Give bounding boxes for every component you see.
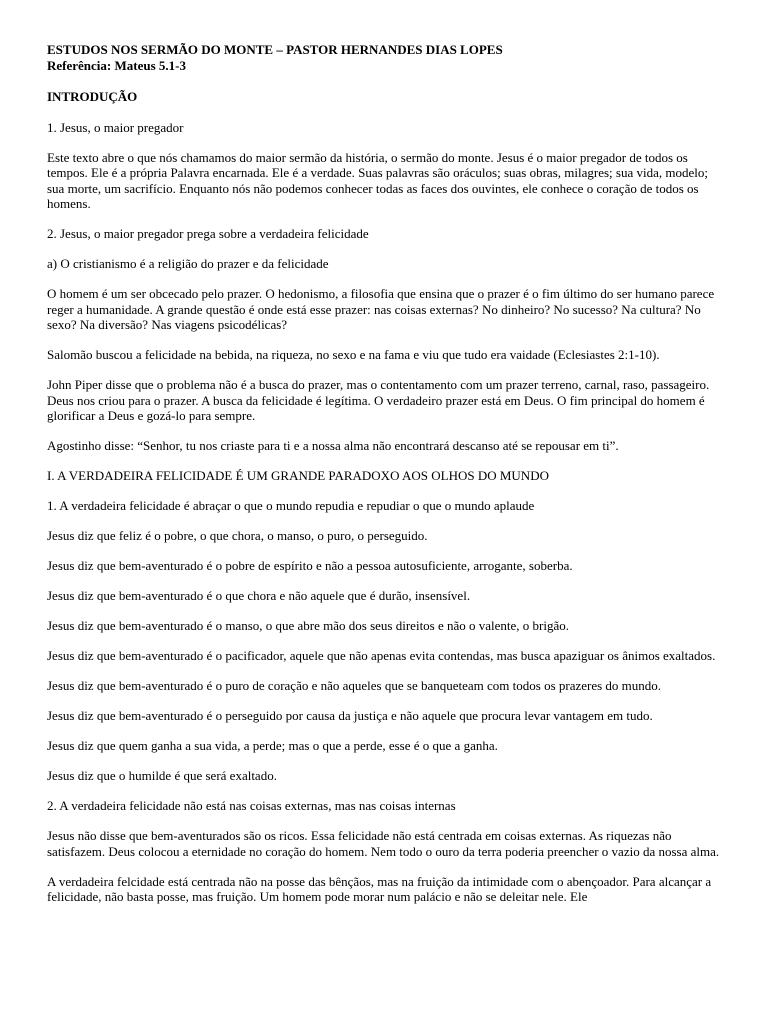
paragraph: Jesus diz que feliz é o pobre, o que chora, o manso, o puro, o perseguido. — [47, 528, 428, 543]
paragraph: Salomão buscou a felicidade na bebida, na riqueza, no sexo e na fama e viu que tudo era vaidade (Eclesiastes 2:1-10). — [47, 347, 660, 362]
paragraph: Jesus diz que bem-aventurado é o pobre de espírito e não a pessoa autosuficiente, arrogante, soberba. — [47, 558, 573, 573]
section-heading-paradoxo: I. A VERDADEIRA FELICIDADE É UM GRANDE PARADOXO AOS OLHOS DO MUNDO — [47, 468, 549, 483]
subheading-cristianismo: a) O cristianismo é a religião do prazer e da felicidade — [47, 256, 329, 271]
paragraph: Jesus diz que bem-aventurado é o manso, o que abre mão dos seus direitos e não o valente, o brigão. — [47, 618, 570, 633]
subheading-coisas-internas: 2. A verdadeira felicidade não está nas coisas externas, mas nas coisas internas — [47, 798, 456, 813]
paragraph: John Piper disse que o problema não é a busca do prazer, mas o contentamento com um prazer terreno, carnal, raso, passageiro. Deus nos criou para o prazer. A busca da felicidade é legítima. O verdadeiro prazer está em Deus. O fim principal do homem é glorificar a Deus e gozá-lo para sempre. — [47, 377, 710, 423]
paragraph: A verdadeira felcidade está centrada não na posse das bênçãos, mas na fruição da intimidade com o abençoador. Para alcançar a felicidade, não basta posse, mas fruição. Um homem pode morar num palácio e não se deleitar nele. Ele — [47, 873, 712, 904]
subheading-abracar: 1. A verdadeira felicidade é abraçar o que o mundo repudia e repudiar o que o mundo aplaude — [47, 498, 535, 513]
document-title: ESTUDOS NOS SERMÃO DO MONTE – PASTOR HERNANDES DIAS LOPES — [47, 42, 503, 57]
paragraph: Jesus não disse que bem-aventurados são os ricos. Essa felicidade não está centrada em coisas externas. As riquezas não satisfazem. Deus colocou a eternidade no coração do homem. Nem todo o ouro da terra poderia preencher o vazio da nossa alma. — [47, 828, 720, 859]
subheading-maior-pregador: 1. Jesus, o maior pregador — [47, 119, 184, 135]
paragraph: Jesus diz que bem-aventurado é o perseguido por causa da justiça e não aquele que procura levar vantagem em tudo. — [47, 708, 653, 723]
subheading-verdadeira-felicidade: 2. Jesus, o maior pregador prega sobre a verdadeira felicidade — [47, 226, 369, 241]
paragraph: Jesus diz que bem-aventurado é o puro de coração e não aqueles que se banqueteam com todos os prazeres do mundo. — [47, 678, 662, 693]
paragraph: O homem é um ser obcecado pelo prazer. O hedonismo, a filosofia que ensina que o prazer é o fim último do ser humano parece reger a humanidade. A grande questão é onde está esse prazer: nas coisas externas? No dinheiro? No sucesso? Na cultura? No sexo? Na diversão? Nas viagens psicodélicas? — [47, 286, 715, 332]
paragraph: Este texto abre o que nós chamamos do maior sermão da história, o sermão do monte. Jesus é o maior pregador de todos os tempos. Ele é a própria Palavra encarnada. Ele é a verdade. Suas palavras são oráculos; suas obras, milagres; sua vida, modelo; sua morte, um sacrifício. Enquanto nós não podemos conhecer todas as faces dos ouvintes, ele conhece o coração de todos os homens. — [47, 149, 708, 211]
paragraph: Agostinho disse: “Senhor, tu nos criaste para ti e a nossa alma não encontrará descanso até se repousar em ti”. — [47, 438, 619, 453]
paragraph: Jesus diz que o humilde é que será exaltado. — [47, 768, 277, 783]
document-reference: Referência: Mateus 5.1-3 — [47, 57, 186, 73]
document-page — [47, 42, 727, 905]
paragraph: Jesus diz que bem-aventurado é o pacificador, aquele que não apenas evita contendas, mas busca apaziguar os ânimos exaltados. — [47, 648, 716, 663]
section-heading-introducao: INTRODUÇÃO — [47, 89, 138, 104]
paragraph: Jesus diz que quem ganha a sua vida, a perde; mas o que a perde, esse é o que a ganha. — [47, 738, 498, 753]
paragraph: Jesus diz que bem-aventurado é o que chora e não aquele que é durão, insensível. — [47, 588, 471, 603]
